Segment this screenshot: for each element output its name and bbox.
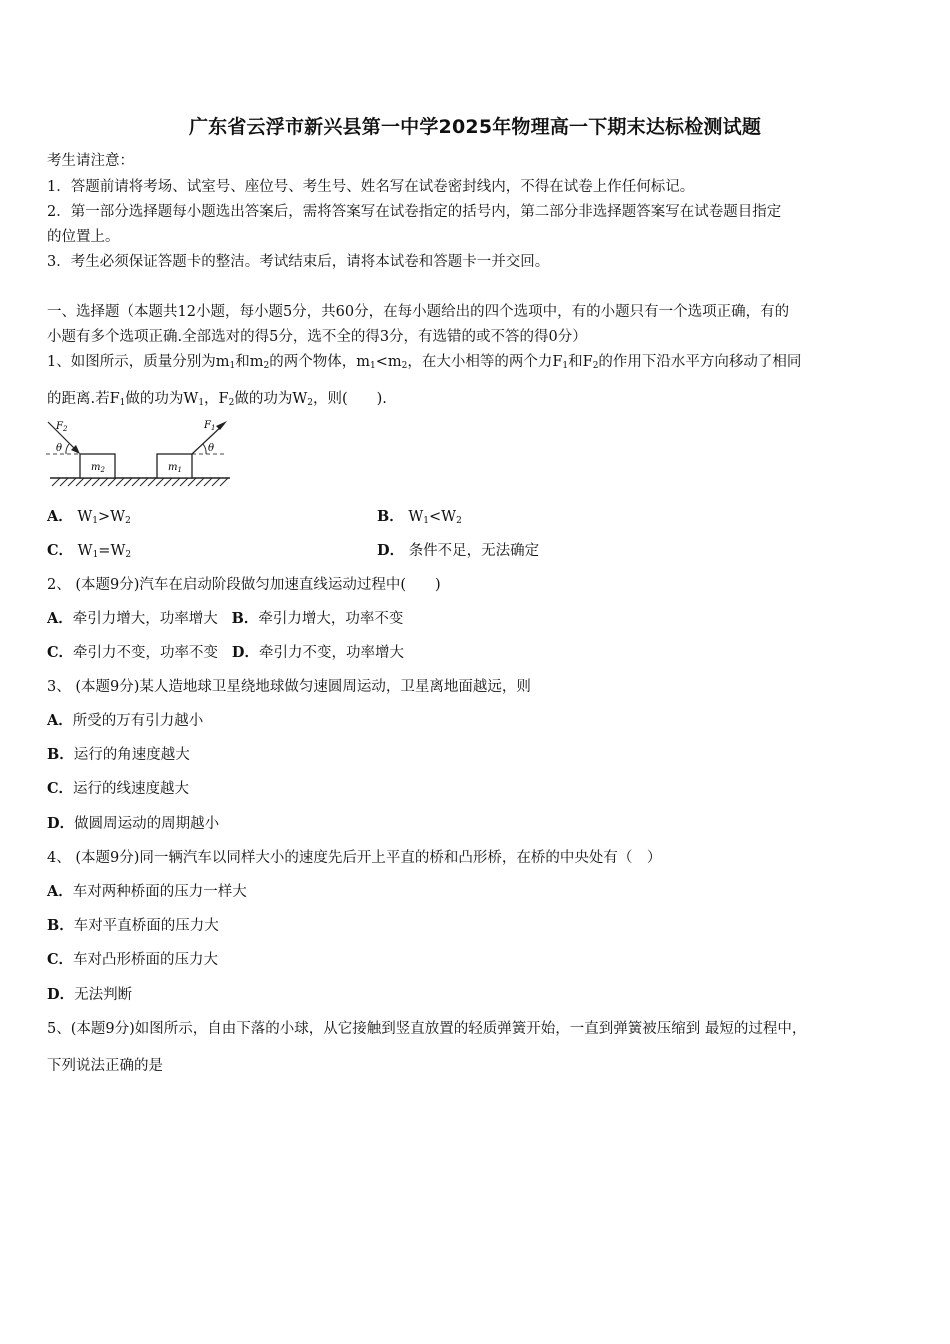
- q4-option-b: B．车对平直桥面的压力大: [47, 917, 219, 934]
- q5-stem-line-2: 下列说法正确的是: [47, 1058, 163, 1074]
- q2-options-row-2: C．牵引力不变，功率不变 D．牵引力不变，功率增大: [47, 644, 404, 661]
- q4-option-d: D．无法判断: [47, 986, 133, 1003]
- notice-heading: 考生请注意：: [47, 153, 134, 169]
- notice-item-3: 3．考生必须保证答题卡的整洁。考试结束后，请将本试卷和答题卡一并交回。: [47, 254, 550, 270]
- q3-option-c: C．运行的线速度越大: [47, 780, 190, 797]
- section-instructions-line-2: 小题有多个选项正确.全部选对的得5分，选不全的得3分，有选错的或不答的得0分）: [47, 329, 587, 345]
- notice-item-2-cont: 的位置上。: [47, 229, 120, 245]
- ground-hatching: [52, 478, 228, 486]
- q4-option-c: C．车对凸形桥面的压力大: [47, 951, 219, 968]
- f2-label: $F_2$: [56, 421, 68, 433]
- q3-option-a: A．所受的万有引力越小: [47, 712, 204, 729]
- q5-stem-line-1: 5、(本题9分)如图所示，自由下落的小球，从它接触到竖直放置的轻质弹簧开始，一直到弹簧被压缩到 最短的过程中，: [47, 1021, 807, 1037]
- section-instructions-line-1: 一、选择题（本题共12小题，每小题5分，共60分，在每小题给出的四个选项中，有的小题只有一个选项正确，有的: [47, 304, 790, 320]
- block-m2-label: $m_2$: [91, 462, 105, 474]
- q1-option-b: B． $W_1<W_2$: [377, 508, 462, 526]
- q4-option-a: A．车对两种桥面的压力一样大: [47, 883, 247, 900]
- q3-option-b: B．运行的角速度越大: [47, 746, 190, 763]
- f1-label: $F_1$: [204, 420, 216, 432]
- q4-stem: 4、 (本题9分)同一辆汽车以同样大小的速度先后开上平直的桥和凸形桥，在桥的中央处有（ ）: [47, 850, 662, 866]
- notice-item-1: 1．答题前请将考场、试室号、座位号、考生号、姓名写在试卷密封线内，不得在试卷上作任何标记。: [47, 179, 695, 195]
- f1-theta-label: θ: [208, 443, 215, 454]
- q3-option-d: D．做圆周运动的周期越小: [47, 815, 220, 832]
- q1-force-diagram: [44, 416, 244, 494]
- q1-option-c: C． $W_1=W_2$: [47, 542, 132, 560]
- q2-stem: 2、 (本题9分)汽车在启动阶段做匀加速直线运动过程中( ): [47, 577, 441, 593]
- q3-stem: 3、 (本题9分)某人造地球卫星绕地球做匀速圆周运动，卫星离地面越远，则: [47, 679, 531, 695]
- notice-item-2: 2．第一部分选择题每小题选出答案后，需将答案写在试卷指定的括号内，第二部分非选择题答案写在试卷题目指定: [47, 204, 782, 220]
- q1-stem-line-1: 1、如图所示，质量分别为$m_1$和$m_2$的两个物体，$m_1<m_2$，在大小相等的两个力$F_1$和$F_2$的作用下沿水平方向移动了相同: [47, 354, 802, 371]
- q1-stem-line-2: 的距离.若$F_1$做的功为$W_1$，$F_2$做的功为$W_2$，则( ).: [47, 391, 387, 408]
- q2-options-row-1: A．牵引力增大，功率增大 B．牵引力增大，功率不变: [47, 610, 404, 627]
- f1-arrow-head: [216, 421, 227, 430]
- f2-theta-label: θ: [56, 443, 63, 454]
- f1-angle-arc: [203, 444, 206, 454]
- q1-option-a: A． $W_1>W_2$: [47, 508, 131, 526]
- q1-option-d: D． 条件不足，无法确定: [377, 542, 540, 559]
- block-m1-label: $m_1$: [168, 462, 182, 474]
- f2-angle-arc: [66, 444, 69, 454]
- page-title: 广东省云浮市新兴县第一中学2025年物理高一下期末达标检测试题: [188, 116, 762, 138]
